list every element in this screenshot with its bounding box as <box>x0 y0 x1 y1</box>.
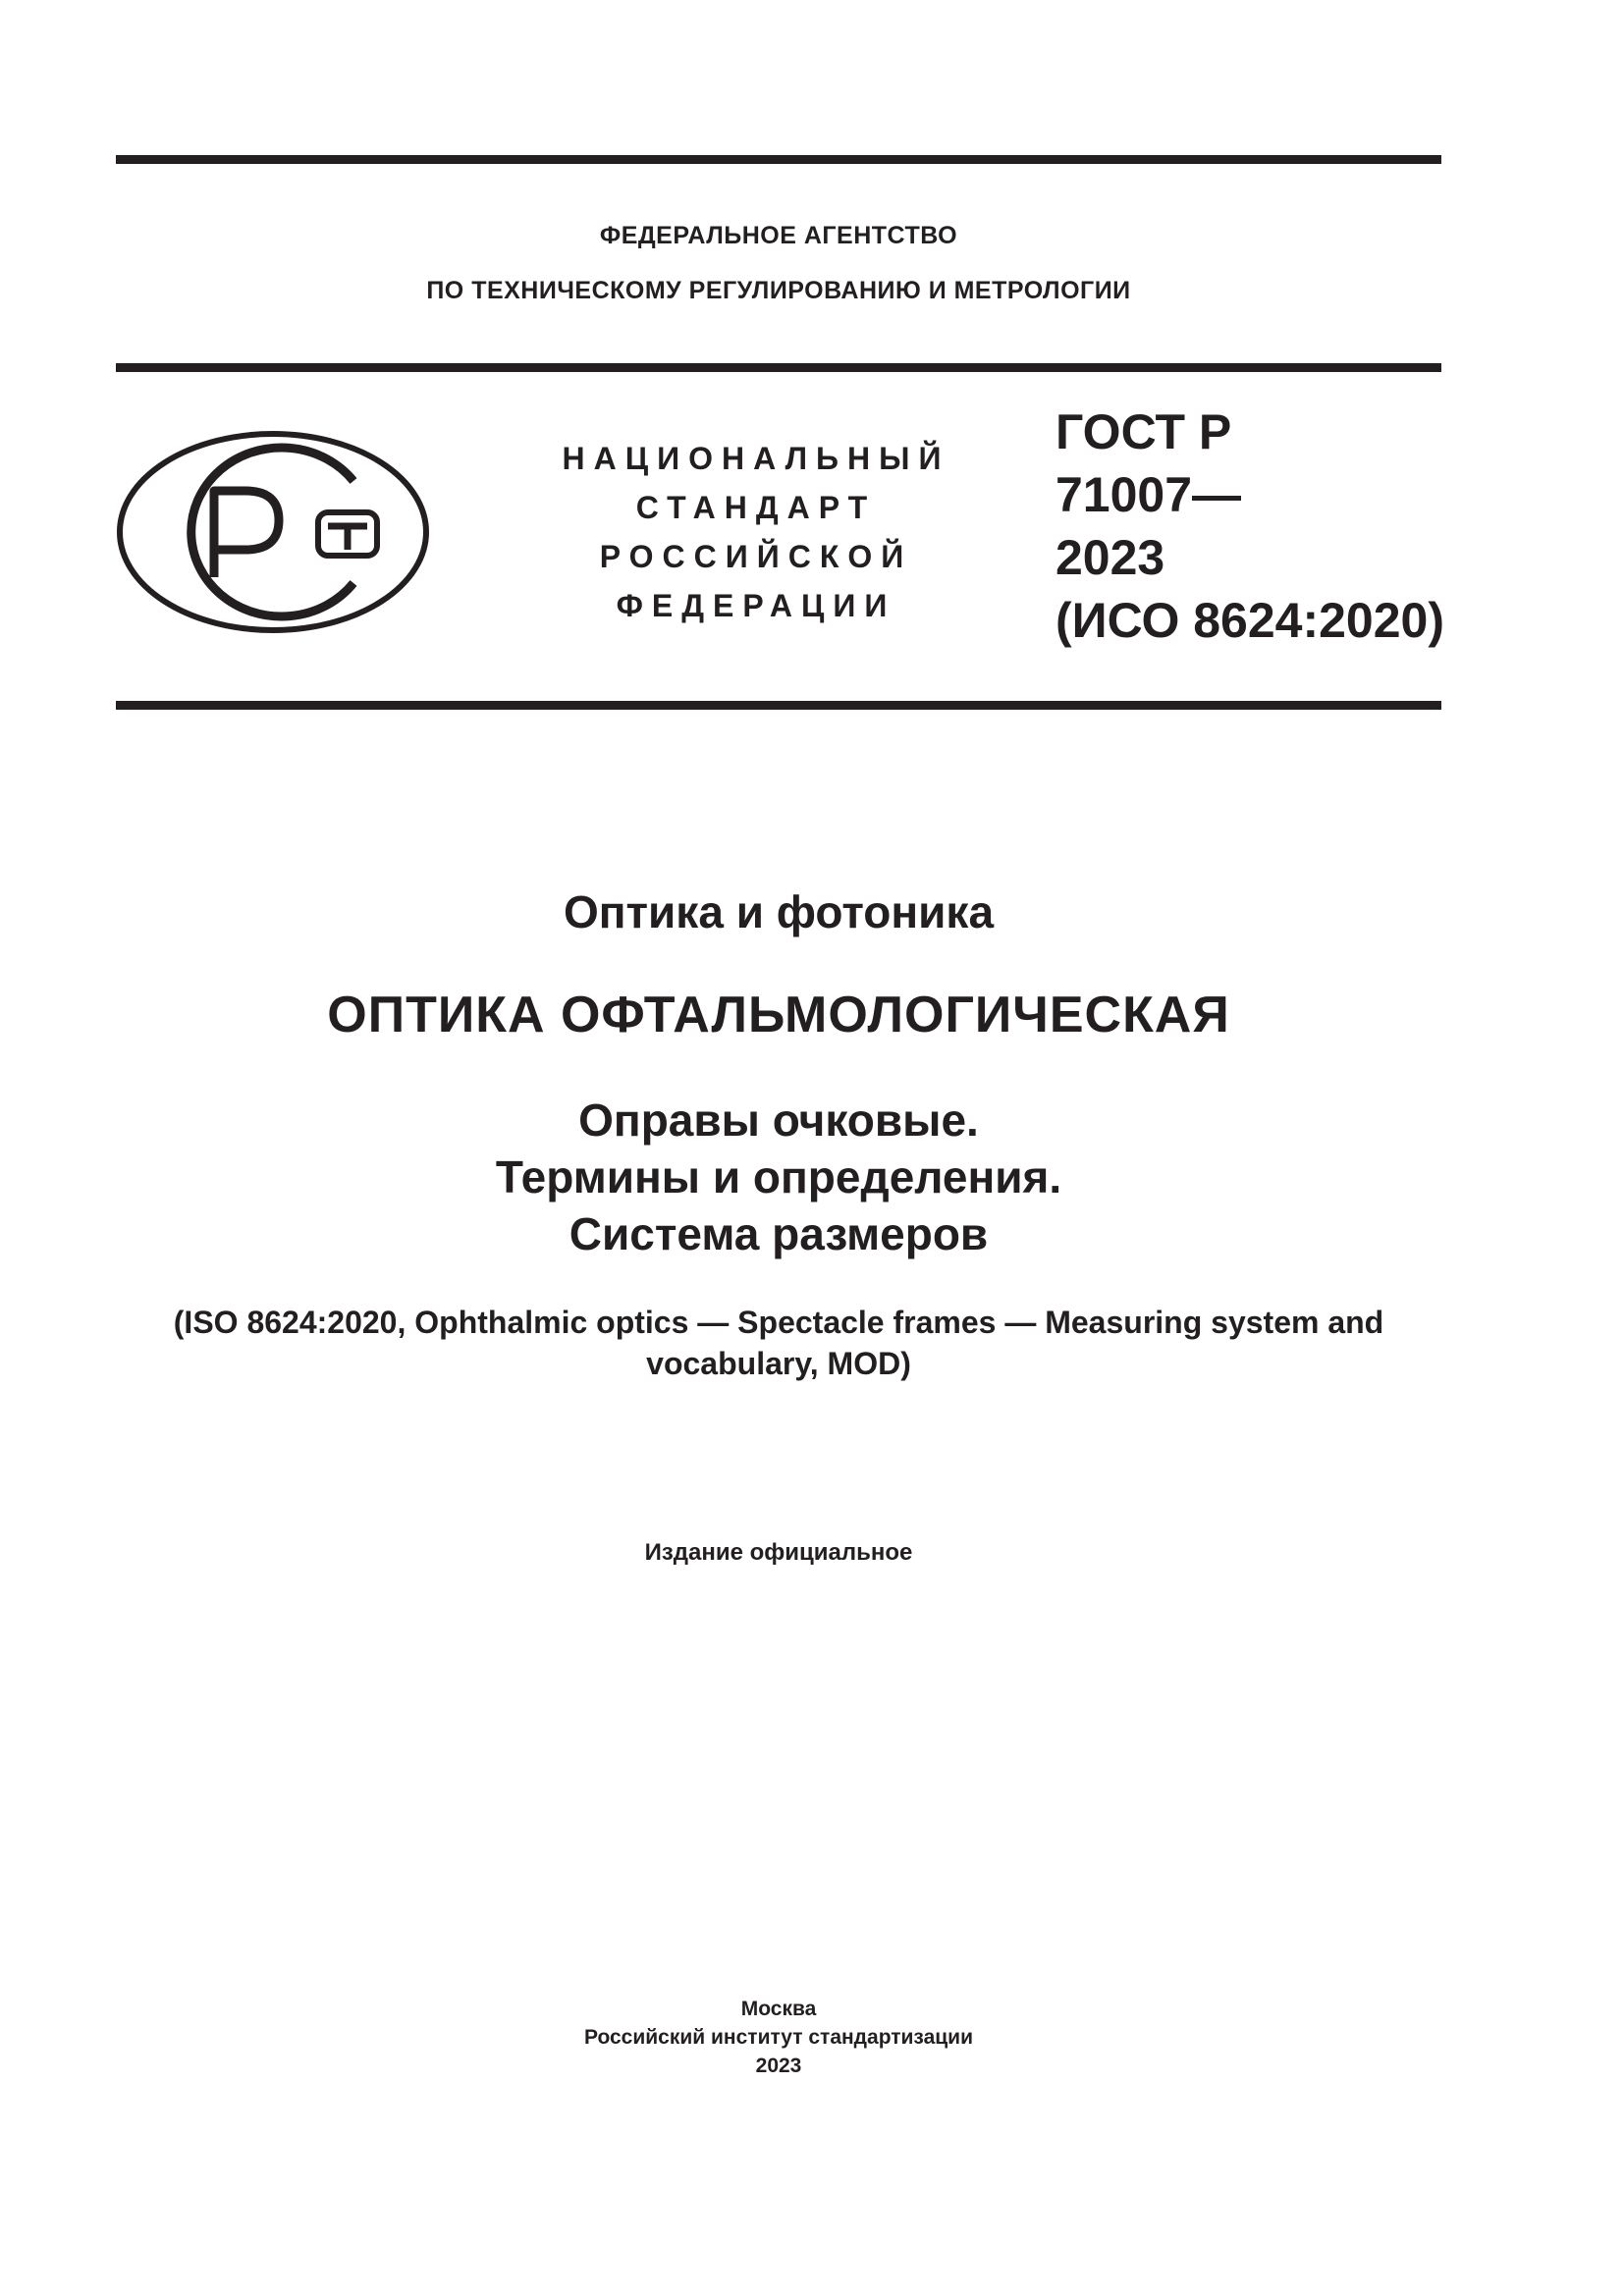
national-line-2: СТАНДАРТ <box>635 490 877 525</box>
edition-label: Издание официальное <box>644 1539 913 1566</box>
footer-publisher: Российский институт стандартизации <box>583 2026 974 2049</box>
agency-line-1: ФЕДЕРАЛЬНОЕ АГЕНТСТВО <box>599 222 958 249</box>
publisher-footer <box>116 1995 1441 2080</box>
middle-rule <box>116 363 1441 372</box>
page-title: ОПТИКА ОФТАЛЬМОЛОГИЧЕСКАЯ <box>327 987 1230 1043</box>
bottom-rule <box>116 701 1441 710</box>
footer-city: Москва <box>740 1998 817 2020</box>
footer-year: 2023 <box>755 2055 802 2077</box>
standard-designation <box>1056 400 1444 652</box>
national-line-3: РОССИЙСКОЙ <box>599 539 913 574</box>
national-standard-label <box>511 434 1001 630</box>
subtitle-line-3: Система размеров <box>568 1208 989 1259</box>
iso-reference <box>116 1302 1441 1384</box>
iso-reference-line-2: vocabulary, MOD) <box>646 1346 911 1381</box>
designation-line-3: 2023 <box>1056 530 1165 585</box>
iso-reference-line-1: (ISO 8624:2020, Ophthalmic optics — Spectacle frames — Measuring system and <box>173 1305 1384 1340</box>
national-line-1: НАЦИОНАЛЬНЫЙ <box>562 441 950 476</box>
top-rule <box>116 155 1441 164</box>
designation-line-4: (ИСО 8624:2020) <box>1056 593 1444 648</box>
designation-line-1: ГОСТ Р <box>1056 404 1232 459</box>
title-subtitle <box>116 1092 1441 1262</box>
national-line-4: ФЕДЕРАЦИИ <box>616 588 896 623</box>
rst-logo <box>116 430 430 634</box>
rst-logo-icon <box>116 430 430 634</box>
subtitle-line-1: Оправы очковые. <box>578 1095 979 1146</box>
title-group: Оптика и фотоника <box>563 886 995 937</box>
subtitle-line-2: Термины и определения. <box>495 1151 1062 1202</box>
designation-line-2: 71007— <box>1056 467 1242 522</box>
agency-line-2: ПО ТЕХНИЧЕСКОМУ РЕГУЛИРОВАНИЮ И МЕТРОЛОГИИ <box>426 277 1131 304</box>
